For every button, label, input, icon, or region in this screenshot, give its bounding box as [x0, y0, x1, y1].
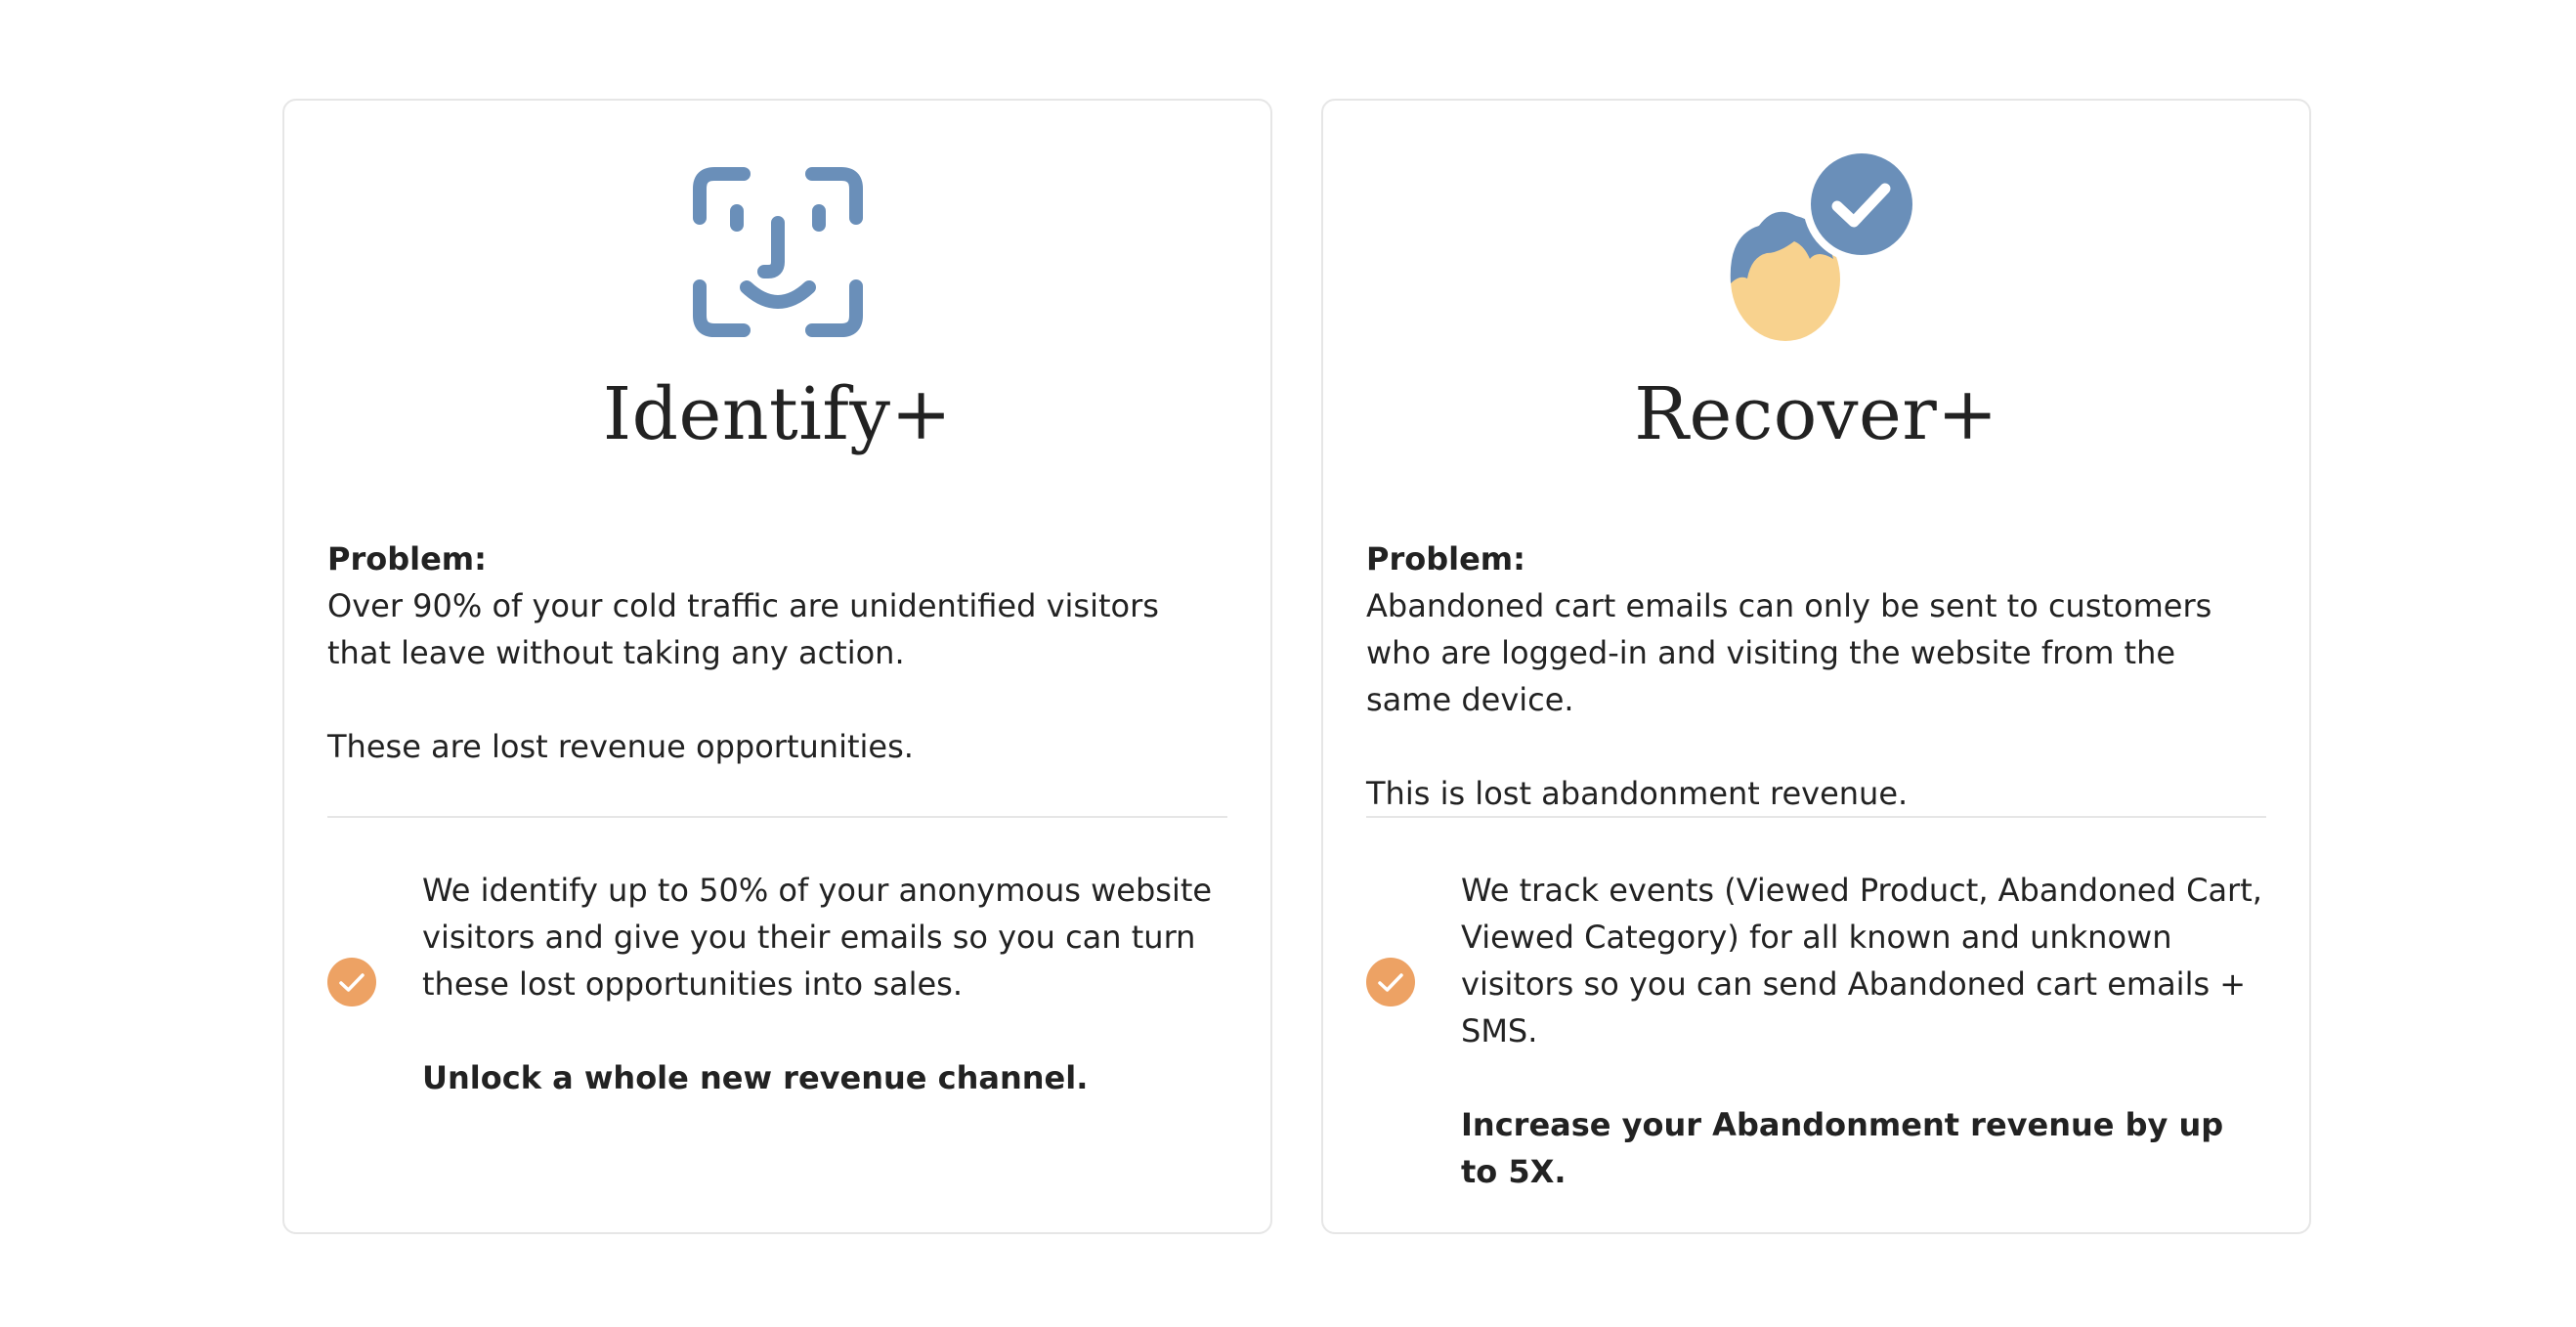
- problem-label: Problem:: [1366, 540, 1525, 578]
- solution-section: [1461, 867, 2270, 1195]
- problem-text: Over 90% of your cold traffic are unidentified visitors that leave without taking any action.: [327, 587, 1159, 671]
- face-id-icon: [670, 145, 885, 360]
- divider: [327, 816, 1227, 818]
- lost-revenue-text: These are lost revenue opportunities.: [327, 728, 914, 765]
- check-circle-icon: [1366, 958, 1415, 1006]
- problem-section: [1366, 535, 2266, 817]
- recover-card: [1321, 99, 2311, 1234]
- solution-text: We track events (Viewed Product, Abandoned Cart, Viewed Category) for all known and unknown visitors so you can send Abandoned cart emails + SMS.: [1461, 872, 2262, 1049]
- problem-label: Problem:: [327, 540, 487, 578]
- check-circle-icon: [327, 958, 376, 1006]
- divider: [1366, 816, 2266, 818]
- problem-section: [327, 535, 1227, 770]
- card-title: Identify+: [602, 372, 953, 456]
- card-title: Recover+: [1634, 372, 1998, 456]
- solution-cta: Increase your Abandonment revenue by up to 5X.: [1461, 1106, 2224, 1190]
- solution-section: [422, 867, 1231, 1101]
- lost-revenue-text: This is lost abandonment revenue.: [1366, 775, 1909, 812]
- solution-text: We identify up to 50% of your anonymous website visitors and give you their emails so you can turn these lost opportunities into sales.: [422, 872, 1213, 1003]
- verified-user-icon: [1709, 145, 1924, 360]
- problem-text: Abandoned cart emails can only be sent to customers who are logged-in and visiting the website from the same device.: [1366, 587, 2212, 718]
- identify-card: [282, 99, 1272, 1234]
- solution-cta: Unlock a whole new revenue channel.: [422, 1059, 1089, 1096]
